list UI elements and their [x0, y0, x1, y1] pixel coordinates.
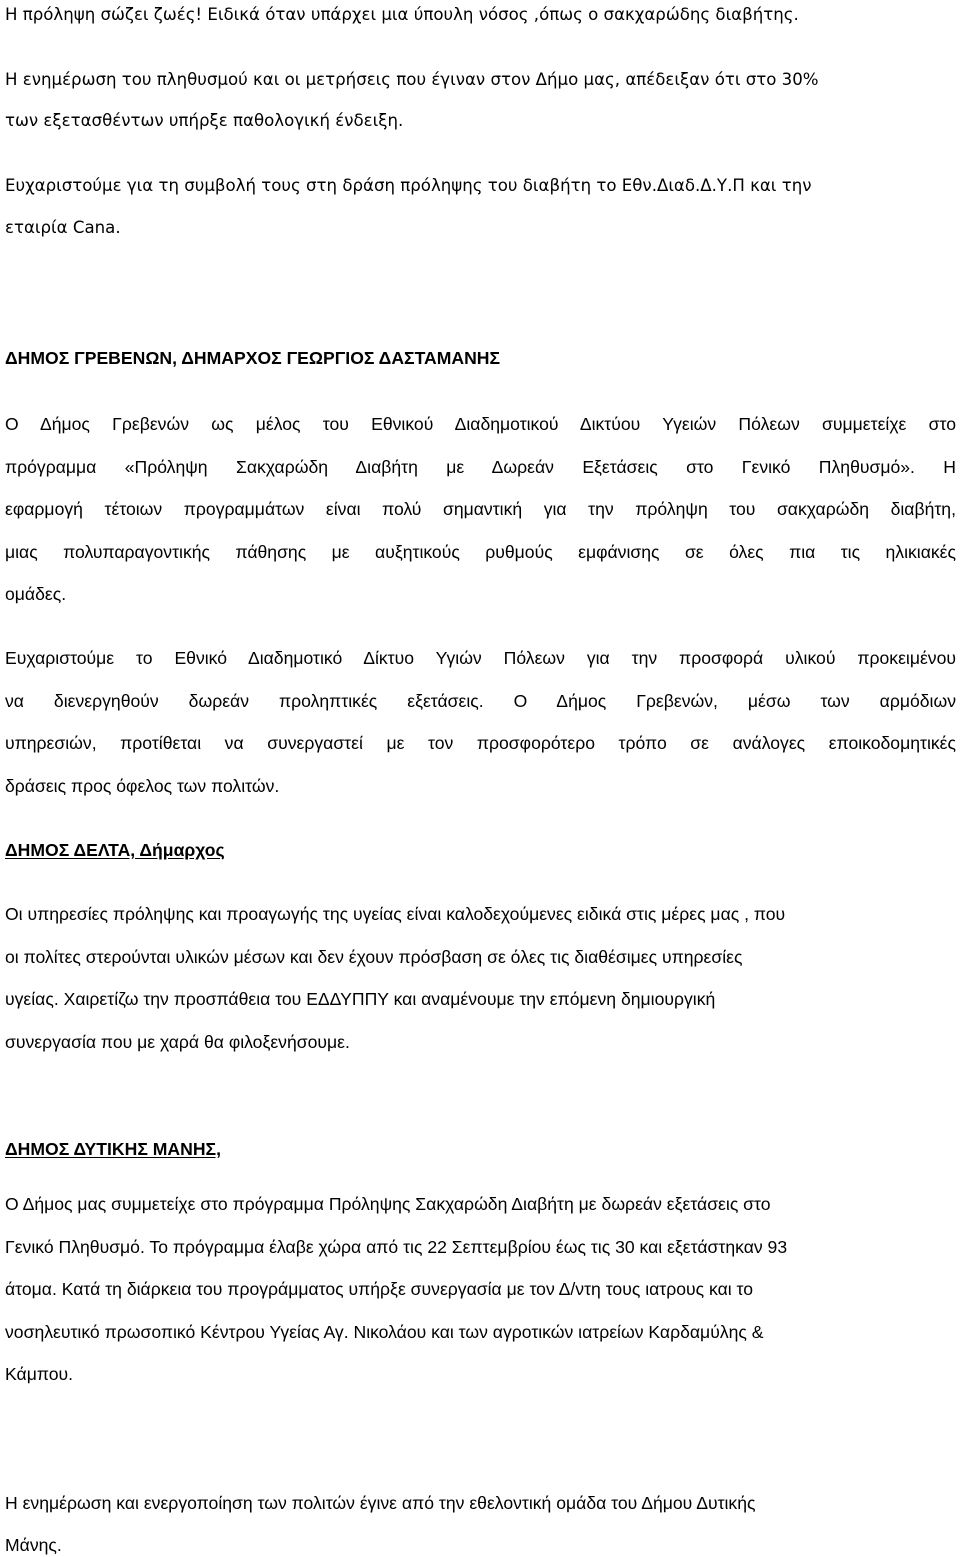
intro-line-5: εταιρία Cana.	[5, 218, 121, 237]
delta-p1-line-2: οι πολίτες στερούνται υλικών μέσων και δεν έχουν πρόσβαση σε όλες τις διαθέσιμες υπηρεσίες	[5, 947, 743, 967]
mani-p1-line-2: Γενικό Πληθυσμό. Το πρόγραμμα έλαβε χώρα από τις 22 Σεπτεμβρίου έως τις 30 και εξετάστηκαν 93	[5, 1237, 788, 1257]
grevena-p1-line-3: εφαρμογή τέτοιων προγραμμάτων είναι πολύ σημαντική για την πρόληψη του σακχαρώδη διαβήτη,	[5, 499, 956, 519]
delta-heading: ΔΗΜΟΣ ΔΕΛΤΑ, Δήμαρχος	[5, 840, 225, 860]
grevena-heading: ΔΗΜΟΣ ΓΡΕΒΕΝΩΝ, ΔΗΜΑΡΧΟΣ ΓΕΩΡΓΙΟΣ ΔΑΣΤΑΜΑΝΗΣ	[5, 348, 501, 368]
grevena-p2-line-4: δράσεις προς όφελος των πολιτών.	[5, 776, 280, 796]
grevena-p1-line-4: μιας πολυπαραγοντικής πάθησης με αυξητικούς ρυθμούς εμφάνισης σε όλες πια τις ηλικιακές	[5, 542, 956, 562]
mani-p1-line-4: νοσηλευτικό πρωσοπικό Κέντρου Υγείας Αγ. Νικολάου και των αγροτικών ιατρείων Καρδαμύλης &	[5, 1322, 764, 1342]
intro-line-1: Η πρόληψη σώζει ζωές! Ειδικά όταν υπάρχει μια ύπουλη νόσος ,όπως ο σακχαρώδης διαβήτης.	[5, 5, 799, 24]
mani-p1-line-5: Κάμπου.	[5, 1364, 74, 1384]
grevena-p1-line-2: πρόγραμμα «Πρόληψη Σακχαρώδη Διαβήτη με Δωρεάν Εξετάσεις στο Γενικό Πληθυσμό». Η	[5, 457, 956, 477]
mani-p1-line-1: Ο Δήμος μας συμμετείχε στο πρόγραμμα Πρόληψης Σακχαρώδη Διαβήτη με δωρεάν εξετάσεις στο	[5, 1194, 771, 1214]
intro-line-2: Η ενημέρωση του πληθυσμού και οι μετρήσεις που έγιναν στον Δήμο μας, απέδειξαν ότι στο 30%	[5, 70, 819, 89]
grevena-p2-line-3: υπηρεσιών, προτίθεται να συνεργαστεί με τον προσφορότερο τρόπο σε ανάλογες εποικοδομητικές	[5, 733, 956, 753]
mani-heading: ΔΗΜΟΣ ΔΥΤΙΚΗΣ ΜΑΝΗΣ,	[5, 1139, 221, 1159]
intro-line-3: των εξετασθέντων υπήρξε παθολογική ένδειξη.	[5, 111, 404, 130]
grevena-p1-line-1: Ο Δήμος Γρεβενών ως μέλος του Εθνικού Διαδημοτικού Δικτύου Υγειών Πόλεων συμμετείχε στο	[5, 414, 956, 434]
mani-p1-line-3: άτομα. Κατά τη διάρκεια του προγράμματος υπήρξε συνεργασία με τον Δ/ντη τους ιατρους και το	[5, 1279, 754, 1299]
delta-p1-line-4: συνεργασία που με χαρά θα φιλοξενήσουμε.	[5, 1032, 350, 1052]
mani-p2-line-1: Η ενημέρωση και ενεργοποίηση των πολιτών έγινε από την εθελοντική ομάδα του Δήμου Δυτικής	[5, 1493, 756, 1513]
grevena-p2-line-1: Ευχαριστούμε το Εθνικό Διαδημοτικό Δίκτυο Υγιών Πόλεων για την προσφορά υλικού προκειμένου	[5, 648, 956, 668]
mani-p2-line-2: Μάνης.	[5, 1535, 62, 1555]
grevena-p1-line-5: ομάδες.	[5, 584, 67, 604]
delta-p1-line-1: Οι υπηρεσίες πρόληψης και προαγωγής της υγείας είναι καλοδεχούμενες ειδικά στις μέρες μας , που	[5, 904, 786, 924]
delta-p1-line-3: υγείας. Χαιρετίζω την προσπάθεια του ΕΔΔΥΠΠΥ και αναμένουμε την επόμενη δημιουργική	[5, 989, 716, 1009]
grevena-p2-line-2: να διενεργηθούν δωρεάν προληπτικές εξετάσεις. Ο Δήμος Γρεβενών, μέσω των αρμόδιων	[5, 691, 956, 711]
intro-line-4: Ευχαριστούμε για τη συμβολή τους στη δράση πρόληψης του διαβήτη το Εθν.Διαδ.Δ.Υ.Π και την	[5, 176, 812, 195]
